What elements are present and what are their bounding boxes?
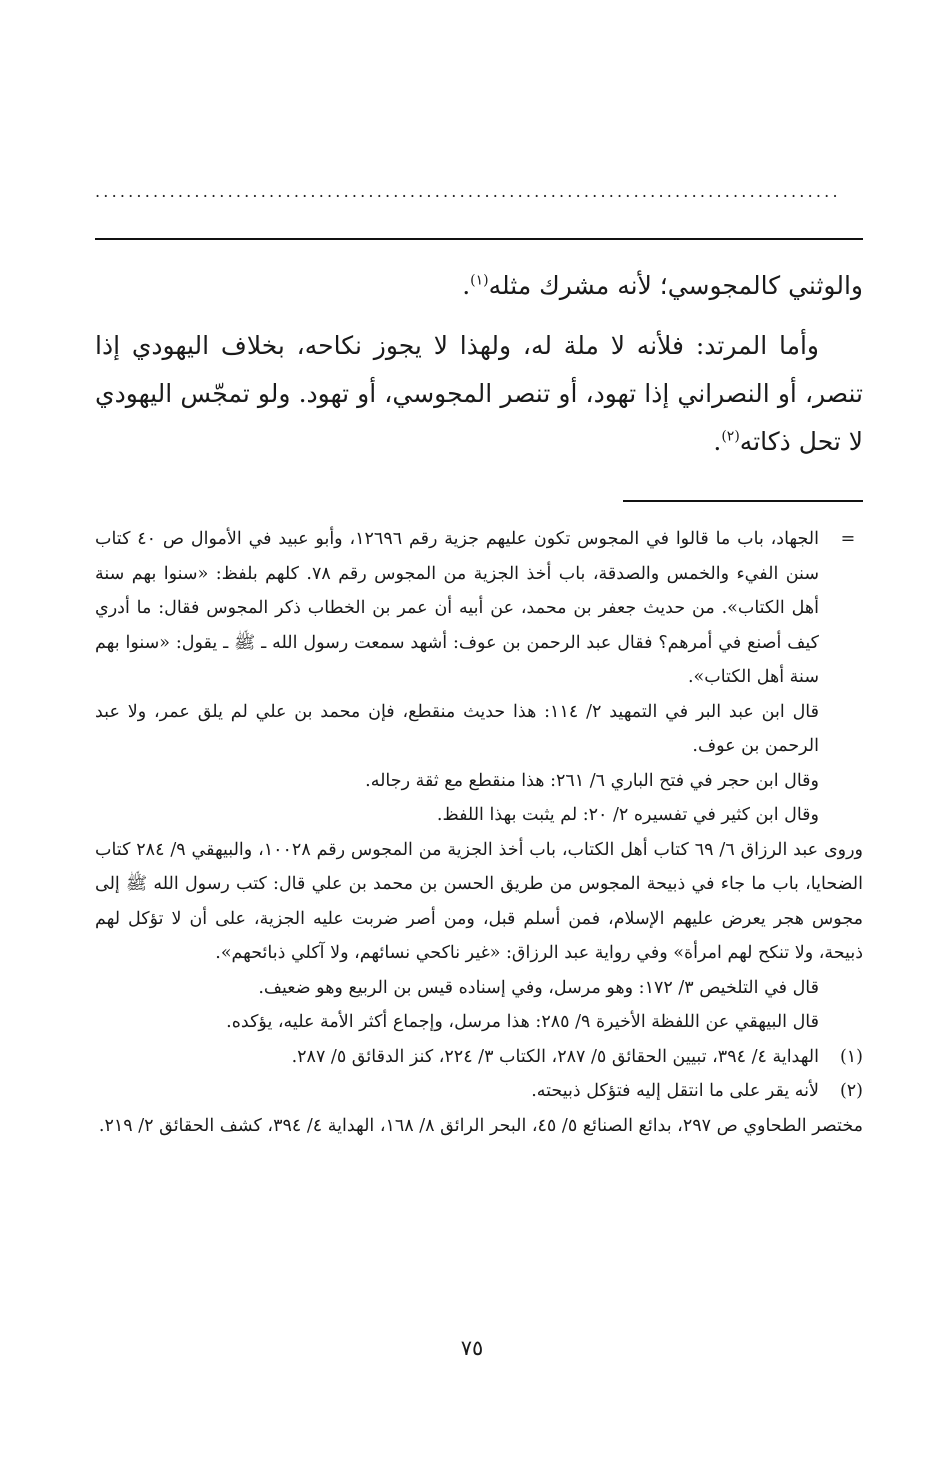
continuation-text: الجهاد، باب ما قالوا في المجوس تكون عليهم جزية رقم ١٢٦٩٦، وأبو عبيد في الأموال ص ٤٠ كتاب سنن الفيء والخمس والصدقة، باب أخذ الجزية من المجوس رقم ٧٨. كلهم بلفظ: «سنوا بهم سنة أهل الكتاب». من حديث جعفر بن محمد، عن أبيه أن عمر بن الخطاب ذكر المجوس فقال: ما أدري كيف أصنع في أمرهم؟ فقال عبد الرحمن بن عوف: أشهد سمعت رسول الله ـ ﷺ ـ يقول: «سنوا بهم سنة أهل الكتاب». [95,529,819,687]
footnotes [95,522,863,1143]
footnote-rule [623,500,863,502]
main-paragraph-2: وأما المرتد: فلأنه لا ملة له، ولهذا لا يجوز نكاحه، بخلاف اليهودي إذا تنصر، أو النصراني إذا تهود، أو تنصر المجوسي، أو تهود. ولو تمجّس اليهودي لا تحل ذكاته$^{(٢)}$. [95,331,863,456]
footnote-ref-2[interactable]: (٢) [721,428,740,445]
note-paragraph: وروى عبد الرزاق ٦/ ٦٩ كتاب أهل الكتاب، باب أخذ الجزية من المجوس رقم ١٠٠٢٨، والبيهقي ٩/ ٢٨٤ كتاب الضحايا، باب ما جاء في ذبيحة المجوس من طريق الحسن بن محمد بن علي قال: كتب رسول الله ﷺ إلى مجوس هجر يعرض عليهم الإسلام، فمن أسلم قبل، ومن أصر ضربت عليه الجزية، على أن لا تؤكل لهم ذبيحة، ولا تنكح لهم امرأة» وفي رواية عبد الرزاق: «غير ناكحي نسائهم، ولا آكلي ذبائحهم». [95,839,863,963]
footnote-2 [95,1074,863,1109]
note-paragraph: قال البيهقي عن اللفظة الأخيرة ٩/ ٢٨٥: هذا مرسل، وإجماع أكثر الأمة عليه، يؤكده. [226,1012,819,1032]
note-paragraph: قال ابن عبد البر في التمهيد ٢/ ١١٤: هذا حديث منقطع، فإن محمد بن علي لم يلق عمر، ولا عبد الرحمن بن عوف. [95,701,819,756]
footnote-2-text: لأنه يقر على ما انتقل إليه فتؤكل ذبيحته. [531,1081,819,1101]
page-number: ٧٥ [460,1336,484,1360]
note-paragraph: مختصر الطحاوي ص ٢٩٧، بدائع الصنائع ٥/ ٤٥، البحر الرائق ٨/ ١٦٨، الهداية ٤/ ٣٩٤، كشف الحقائق ٢/ ٢١٩. [98,1115,863,1136]
top-rule [95,238,863,240]
note-paragraph: قال في التلخيص ٣/ ١٧٢: وهو مرسل، وفي إسناده قيس بن الربيع وهو ضعيف. [258,977,819,998]
footnote-1-text: الهداية ٤/ ٣٩٤، تبيين الحقائق ٥/ ٢٨٧، الكتاب ٣/ ٢٢٤، كنز الدقائق ٥/ ٢٨٧. [291,1046,819,1067]
footnote-ref-1[interactable]: (١) [470,272,489,289]
footnote-continuation [95,522,863,695]
main-text [95,262,863,478]
footnote-1-number: (١) [839,1046,863,1067]
dotted-separator: .......................................................................................... [95,182,841,201]
note-paragraph: وقال ابن حجر في فتح الباري ٦/ ٢٦١: هذا منقطع مع ثقة رجاله. [365,770,819,791]
main-line-1: والوثني كالمجوسي؛ لأنه مشرك مثله$^{(١)}$. [462,271,863,300]
footnote-2-number: (٢) [839,1081,863,1101]
continuation-mark: = [840,529,856,549]
footnote-1 [95,1040,863,1075]
note-paragraph: وقال ابن كثير في تفسيره ٢/ ٢٠: لم يثبت بهذا اللفظ. [436,805,819,825]
